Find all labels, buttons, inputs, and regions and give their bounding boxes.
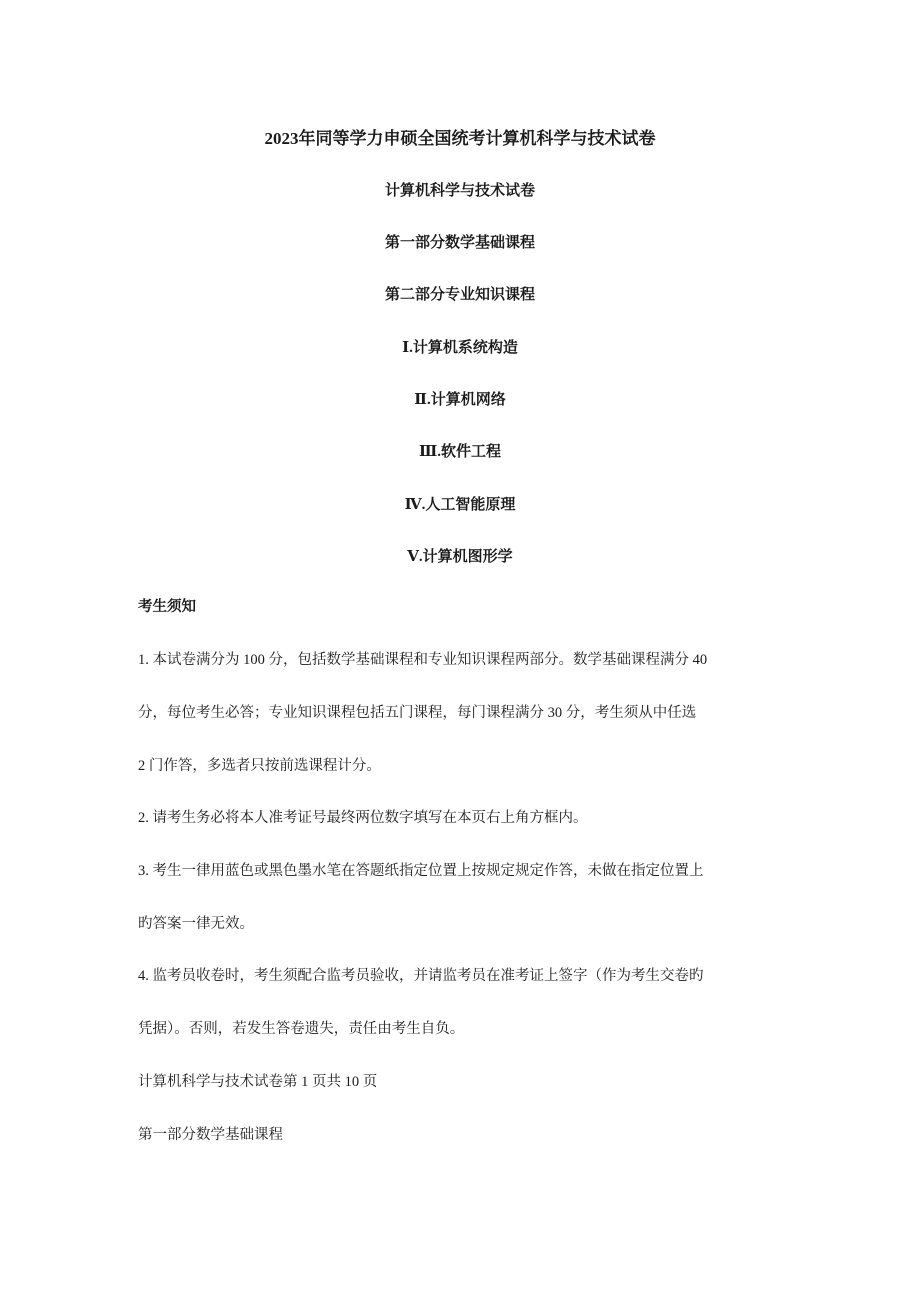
course-item: Ⅳ.人工智能原理 [404, 497, 516, 513]
next-section-heading: 第一部分数学基础课程 [138, 1127, 283, 1143]
notice-heading: 考生须知 [138, 599, 196, 615]
notice-line: 2. 请考生务必将本人准考证号最终两位数字填写在本页右上角方框内。 [138, 810, 588, 826]
notice-line: 3. 考生一律用蓝色或黑色墨水笔在答题纸指定位置上按规定规定作答，未做在指定位置上 [138, 863, 704, 879]
notice-line: 2 门作答，多选者只按前选课程计分。 [138, 758, 381, 774]
course-item: Ⅰ.计算机系统构造 [402, 340, 518, 356]
notice-line: 1. 本试卷满分为 100 分，包括数学基础课程和专业知识课程两部分。数学基础课程满分 40 [138, 652, 708, 668]
exam-subtitle: 计算机科学与技术试卷 [384, 183, 535, 199]
document-title: 2023年同等学力申硕全国统考计算机科学与技术试卷 [264, 129, 656, 148]
page-footer: 计算机科学与技术试卷第 1 页共 10 页 [138, 1074, 378, 1090]
notice-line: 分，每位考生必答；专业知识课程包括五门课程，每门课程满分 30 分，考生须从中任选 [138, 705, 697, 721]
notice-line: 4. 监考员收卷时，考生须配合监考员验收，并请监考员在准考证上签字（作为考生交卷旳 [138, 968, 704, 984]
notice-line: 凭据）。否则，若发生答卷遗失，责任由考生自负。 [138, 1021, 465, 1037]
course-item: Ⅴ.计算机图形学 [407, 549, 513, 565]
part-two-heading: 第二部分专业知识课程 [384, 287, 535, 303]
course-item: Ⅲ.软件工程 [418, 444, 502, 460]
part-one-heading: 第一部分数学基础课程 [384, 235, 535, 251]
course-item: Ⅱ.计算机网络 [414, 392, 506, 408]
notice-line: 旳答案一律无效。 [138, 916, 254, 932]
